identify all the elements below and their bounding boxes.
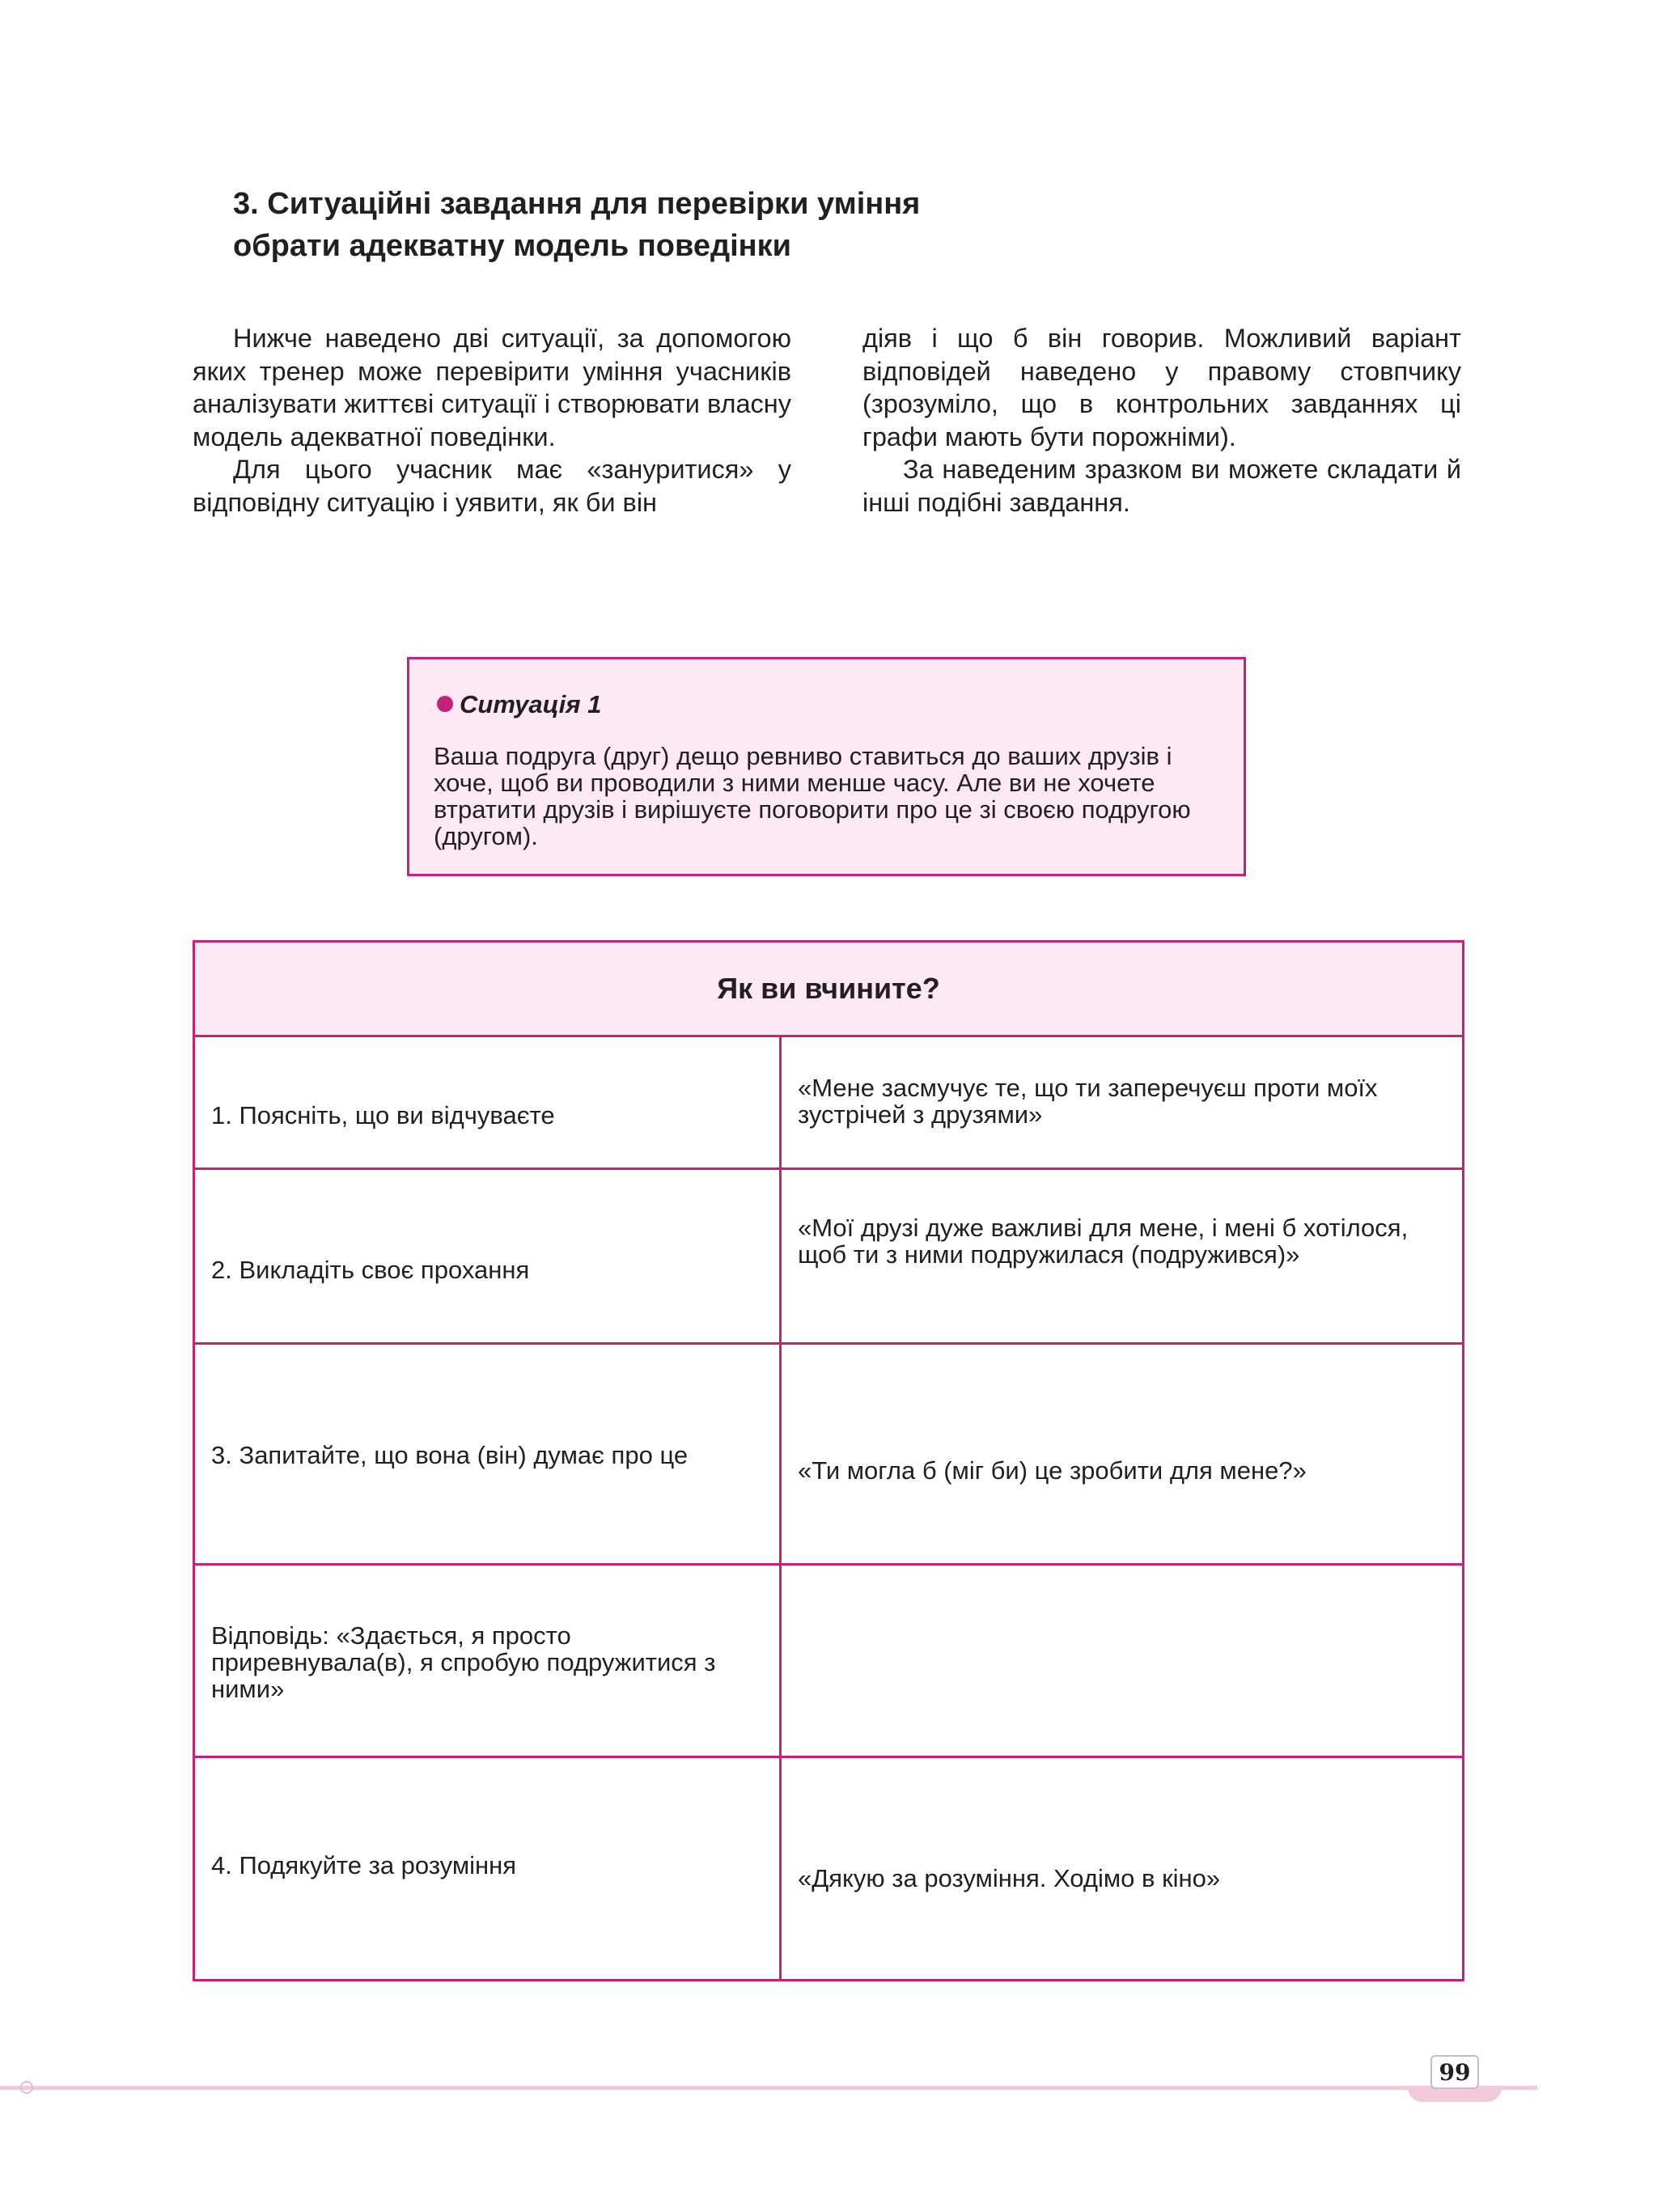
page-number: 99 [1430, 2055, 1479, 2089]
intro-paragraph: Для цього учасник має «зануритися» у відповідну ситуацію і уявити, як би він [193, 455, 791, 517]
table-cell-response: Відповідь: «Здається, я просто приревнувала(в), я спробую подружитися з ними» [211, 1621, 716, 1703]
situation-text: Ваша подруга (друг) дещо ревниво ставиться до ваших друзів і хоче, щоб ви проводили з ними менше часу. Але ви не хочете втратити друзів і вирішуєте поговорити про це зі своєю подругою (другом). [434, 742, 1191, 850]
section-heading [233, 183, 1123, 268]
table-cell-step: 1. Поясніть, що ви відчуваєте [211, 1101, 555, 1129]
footer-crosshair-icon [18, 2079, 36, 2096]
table-header [195, 943, 1462, 1037]
table-column-divider [779, 1035, 782, 1979]
table-row-divider [195, 1756, 1462, 1758]
table-cell-step: 4. Подякуйте за розуміння [211, 1851, 517, 1879]
footer-rule [0, 2086, 1537, 2090]
intro-paragraph: За наведеним зразком ви можете складати й інші подібні завдання. [862, 455, 1461, 517]
section-heading-line1: 3. Ситуаційні завдання для перевірки уміння [233, 187, 921, 221]
bullet-icon [437, 696, 453, 712]
table-cell-answer: «Мене засмучує те, що ти заперечуєш проти моїх зустрічей з друзями» [798, 1074, 1378, 1129]
table-row-divider [195, 1342, 1462, 1345]
table-row-divider [195, 1563, 1462, 1566]
situation-title [437, 690, 601, 719]
table-cell-answer: «Дякую за розуміння. Ходімо в кіно» [798, 1864, 1221, 1892]
situation-title-text: Ситуація 1 [460, 690, 602, 718]
table-header-text: Як ви вчините? [717, 972, 940, 1005]
intro-paragraph: Нижче наведено дві ситуації, за допомогою яких тренер може перевірити уміння учасників аналізувати життєві ситуації і створювати власну модель адекватної поведінки. [193, 324, 791, 451]
answers-table [193, 940, 1464, 1981]
intro-column-left [193, 322, 791, 519]
page-tab [1408, 2087, 1502, 2102]
intro-paragraph-continued: діяв і що б він говорив. Можливий варіант відповідей наведено у правому стовпчику (зрозуміло, що в контрольних завданнях ці графи мають бути порожніми). [862, 324, 1461, 451]
table-cell-step: 2. Викладіть своє прохання [211, 1256, 530, 1284]
section-heading-line2: обрати адекватну модель поведінки [233, 229, 792, 264]
table-cell-step: 3. Запитайте, що вона (він) думає про це [211, 1441, 689, 1469]
table-row-divider [195, 1167, 1462, 1170]
table-cell-answer: «Ти могла б (міг би) це зробити для мене?» [798, 1456, 1307, 1485]
table-cell-answer: «Мої друзі дуже важливі для мене, і мені б хотілося, щоб ти з ними подружилася (подружився)» [798, 1214, 1409, 1269]
intro-column-right [862, 322, 1461, 519]
situation-box [407, 657, 1246, 876]
